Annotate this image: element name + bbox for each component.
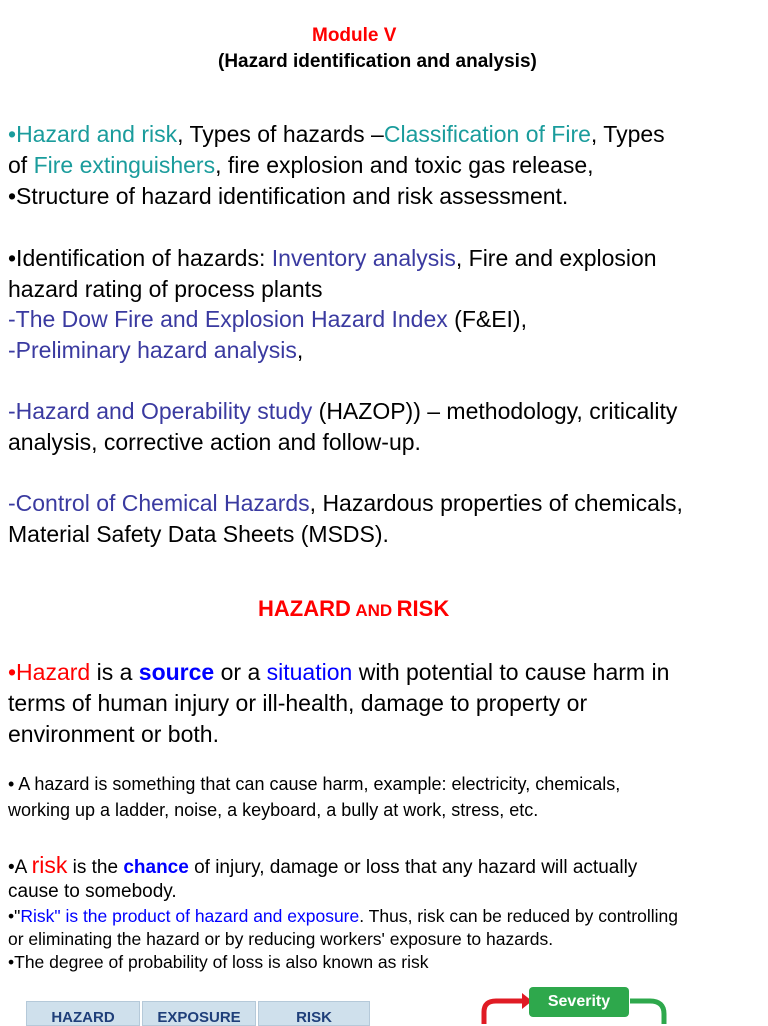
section-heading <box>258 596 449 622</box>
text: , Fire and explosion <box>455 245 657 271</box>
syllabus-line-11: Material Safety Data Sheets (MSDS). <box>8 521 389 547</box>
text: •A <box>8 857 32 878</box>
syllabus-line-2 <box>8 150 594 181</box>
text: , Types of hazards – <box>177 121 384 147</box>
text: (HAZOP)) – methodology, criticality <box>312 398 678 424</box>
topic-hazard-and-risk: Hazard and risk <box>16 121 178 147</box>
text: of <box>8 152 34 178</box>
hazard-example-line-2: working up a ladder, noise, a keyboard, a bully at work, stress, etc. <box>8 800 539 820</box>
term-source: source <box>138 659 215 685</box>
text: (F&EI), <box>447 306 527 332</box>
severity-box: Severity <box>529 987 629 1017</box>
text: or a <box>214 659 267 685</box>
term-situation: situation <box>266 659 353 685</box>
table-header-risk: RISK <box>258 1001 370 1026</box>
heading-word: AND <box>355 601 393 620</box>
module-subtitle: (Hazard identification and analysis) <box>218 51 537 72</box>
topic-classification-of-fire: Classification of Fire <box>383 121 591 147</box>
text: , Hazardous properties of chemicals, <box>309 490 683 516</box>
hazard-def-line-3: environment or both. <box>8 721 219 747</box>
term-risk-product: Risk" is the product of hazard and exposure <box>20 906 360 926</box>
text: , fire explosion and toxic gas release, <box>215 152 594 178</box>
risk-def-line-5: •The degree of probability of loss is also known as risk <box>8 952 429 972</box>
table-header-exposure: EXPOSURE <box>142 1001 256 1026</box>
text: . Thus, risk can be reduced by controlling <box>359 906 678 926</box>
topic-inventory-analysis: Inventory analysis <box>271 245 456 271</box>
text: , <box>296 337 304 363</box>
text: , Types <box>590 121 665 147</box>
topic-dow-index: -The Dow Fire and Explosion Hazard Index <box>8 306 448 332</box>
topic-control-of-chemical-hazards: -Control of Chemical Hazards <box>8 490 310 516</box>
text: of injury, damage or loss that any hazard will actually <box>188 857 638 878</box>
term-hazard: •Hazard <box>8 659 91 685</box>
syllabus-line-10 <box>8 488 683 519</box>
syllabus-line-1 <box>8 119 665 150</box>
text: is the <box>67 857 124 878</box>
topic-fire-extinguishers: Fire extinguishers <box>33 152 216 178</box>
risk-def-line-1 <box>8 852 637 881</box>
text: with potential to cause harm in <box>352 659 670 685</box>
syllabus-line-6 <box>8 304 527 335</box>
syllabus-line-4 <box>8 243 657 274</box>
module-title: Module V <box>312 25 397 46</box>
hazard-def-line-1 <box>8 657 669 688</box>
risk-def-line-3 <box>8 905 678 927</box>
syllabus-line-9: analysis, corrective action and follow-up. <box>8 429 421 455</box>
term-risk: risk <box>31 852 68 878</box>
bullet: • <box>8 121 17 147</box>
syllabus-line-5: hazard rating of process plants <box>8 276 323 302</box>
text: •Identification of hazards: <box>8 245 272 271</box>
table-header-hazard: HAZARD <box>26 1001 140 1026</box>
risk-def-line-2: cause to somebody. <box>8 881 177 902</box>
red-arrow <box>484 1001 522 1024</box>
heading-word: RISK <box>396 596 450 621</box>
text: •" <box>8 906 21 926</box>
hazard-example-line-1: • A hazard is something that can cause harm, example: electricity, chemicals, <box>8 774 621 794</box>
green-arrow <box>630 1001 664 1024</box>
syllabus-line-3: •Structure of hazard identification and risk assessment. <box>8 183 569 209</box>
risk-def-line-4: or eliminating the hazard or by reducing workers' exposure to hazards. <box>8 929 554 949</box>
syllabus-line-7 <box>8 335 303 366</box>
text: is a <box>90 659 139 685</box>
hazard-def-line-2: terms of human injury or ill-health, damage to property or <box>8 690 588 716</box>
topic-hazop: -Hazard and Operability study <box>8 398 313 424</box>
heading-word: HAZARD <box>258 596 351 621</box>
syllabus-line-8 <box>8 396 677 427</box>
term-chance: chance <box>123 857 189 878</box>
topic-preliminary-hazard-analysis: -Preliminary hazard analysis <box>8 337 297 363</box>
